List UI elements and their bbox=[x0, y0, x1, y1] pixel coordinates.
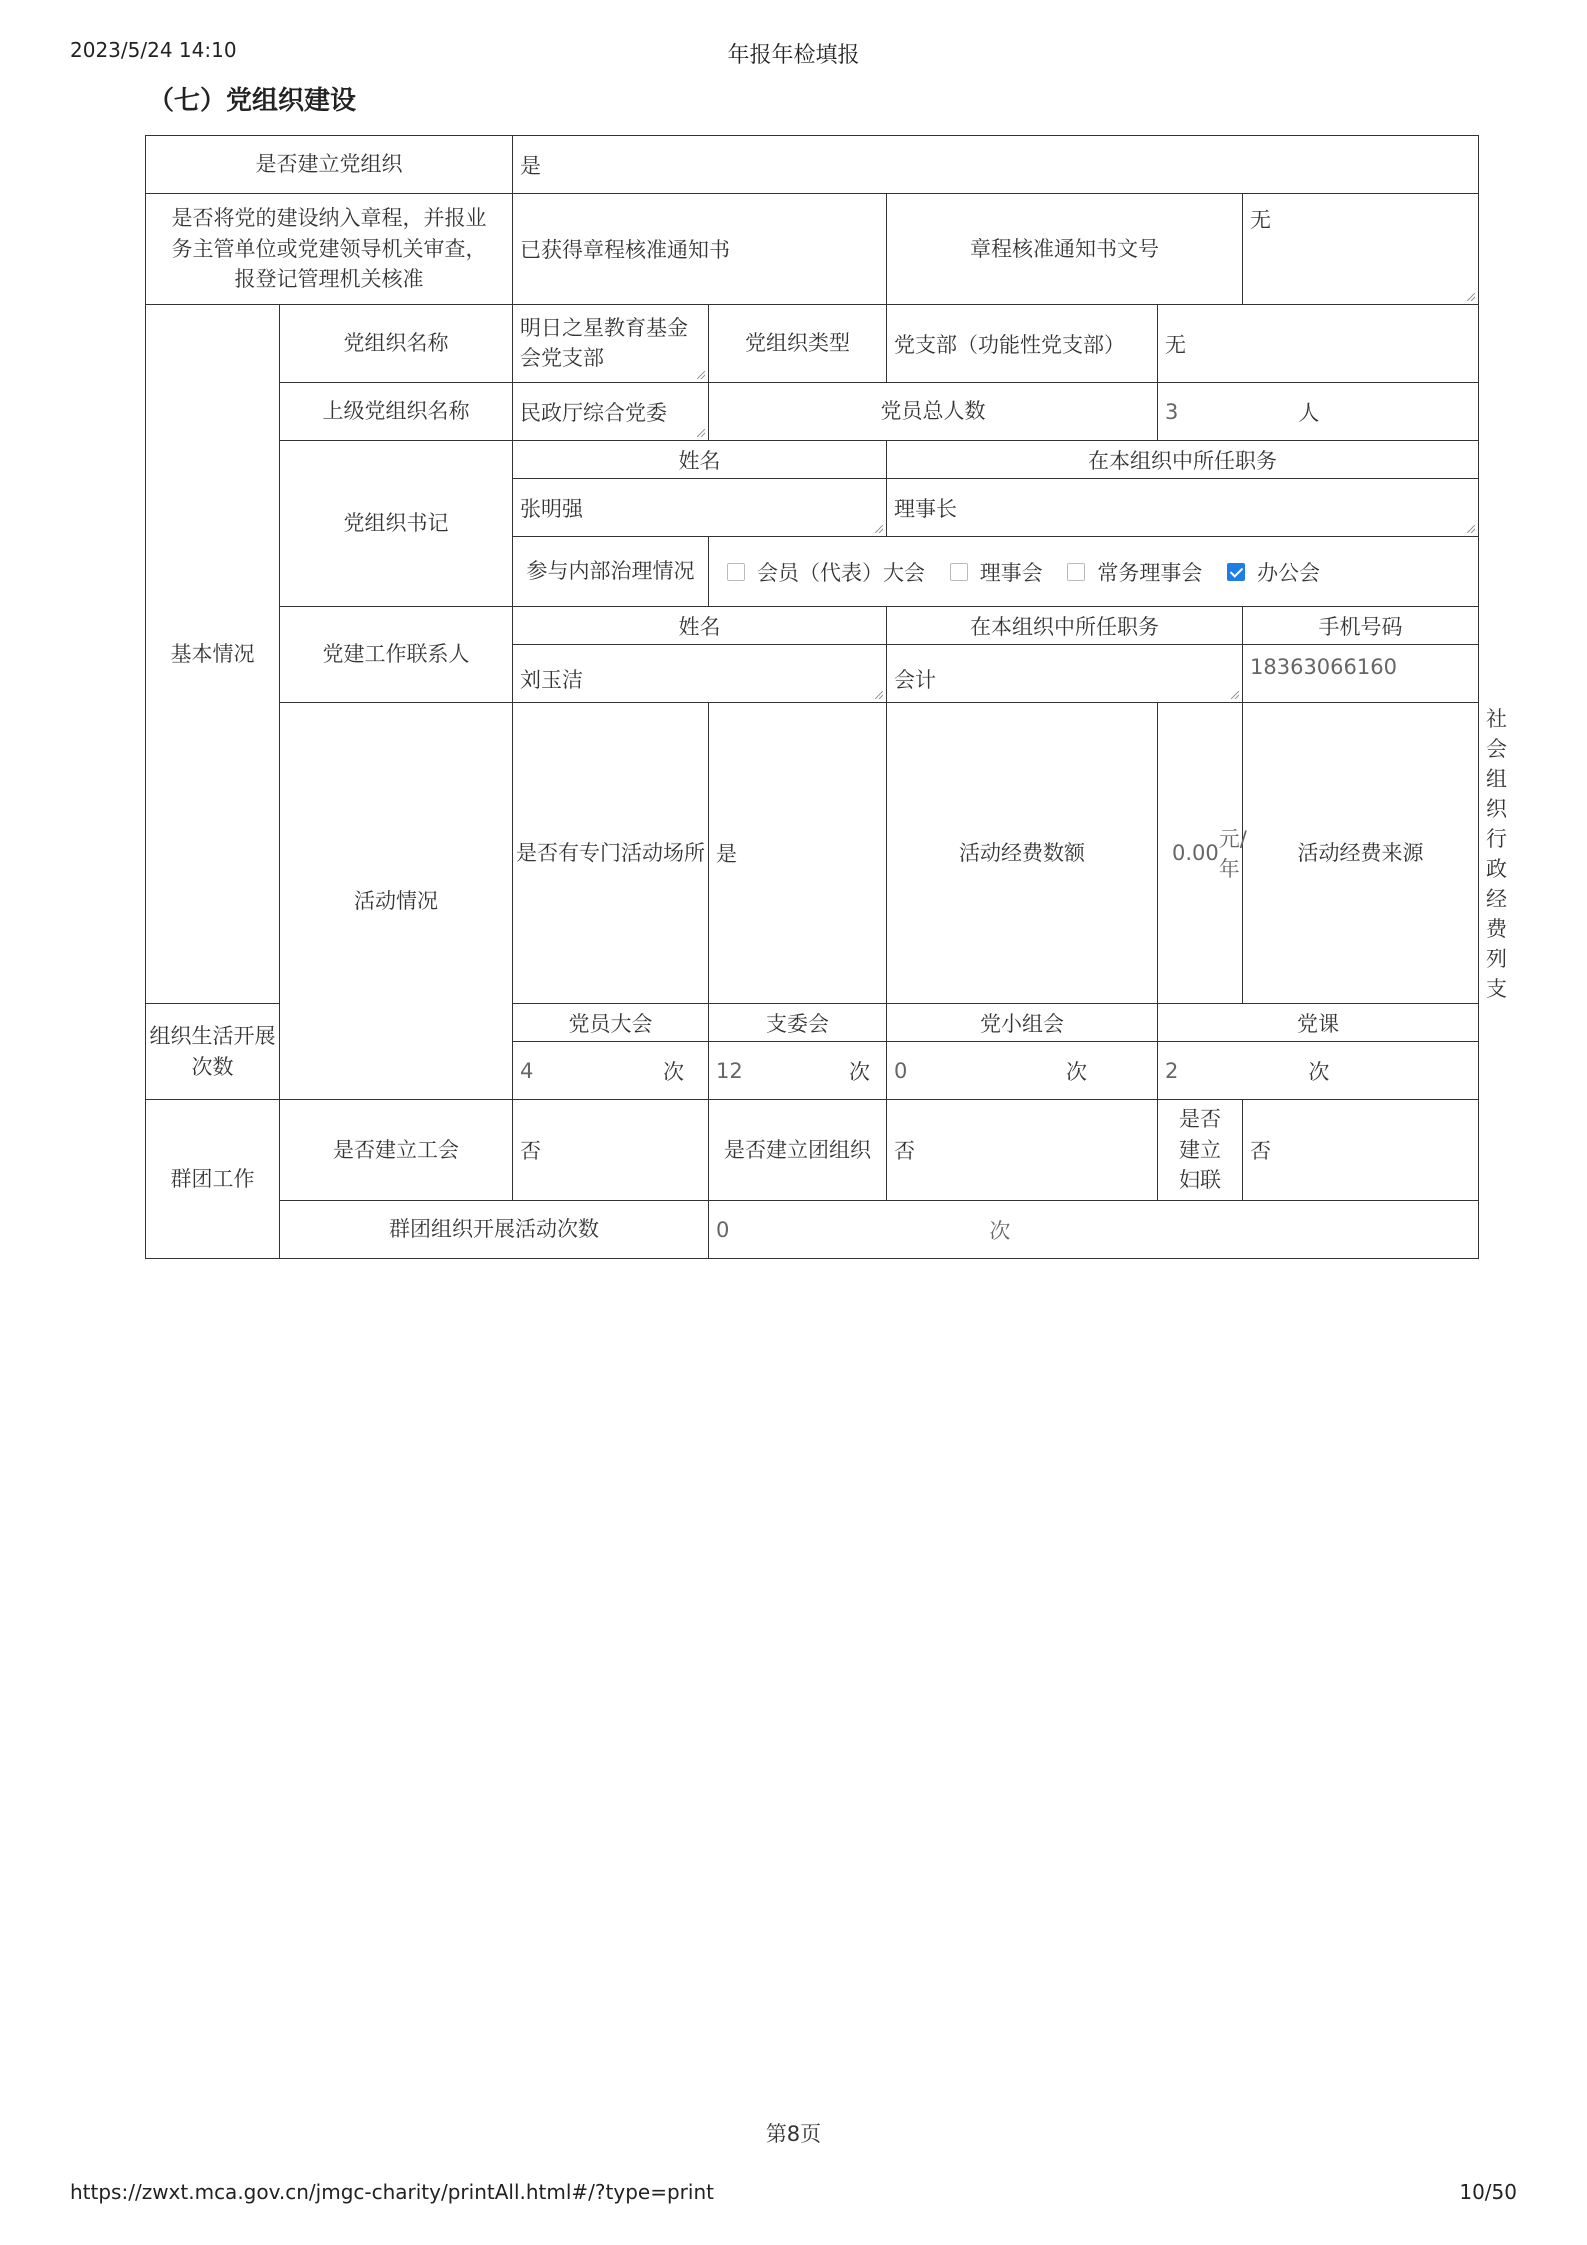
governance-option-label: 会员（代表）大会 bbox=[757, 560, 925, 585]
party-established-label: 是否建立党组织 bbox=[146, 136, 513, 194]
venue-value: 是 bbox=[709, 703, 887, 1004]
venue-label: 是否有专门活动场所 bbox=[513, 703, 709, 1004]
charter-label: 是否将党的建设纳入章程，并报业务主管单位或党建领导机关审查，报登记管理机关核准 bbox=[146, 194, 513, 305]
party-established-value: 是 bbox=[513, 136, 1479, 194]
page-header-title: 年报年检填报 bbox=[727, 43, 860, 68]
session-lecture-unit: 次 bbox=[1308, 1059, 1330, 1084]
mass-work-label: 群团工作 bbox=[146, 1100, 280, 1259]
party-building-form: 是否建立党组织 是 是否将党的建设纳入章程，并报业务主管单位或党建领导机关审查，报登记管理机关核准 已获得章程核准通知书 章程核准通知书文号 无 基本情况 党组织名称 明日之星教育基金会党支部 党组织类型 党支部（功能性党支部） 无 上级党组织名称 民政厅综合党委 党员总人数 3 人 党组织书记 姓名 在本组织中所任职务 张明强 理事长 参与内部治理情况 会员（代表）大会 理事会 常务理事会 办公会 党建工作联系人 姓名 在本组织中所任职务 手机号码 刘玉洁 会计 18363066160 活动情况 是否有专门活动场所 是 活动经费数额 0.00 元/年 活动经费来源 社会组织行政经费列支 组织生活开展次数 党员大会 支委会 党小组会 党课 4 次 12 次 0 次 2 次 群团工作 是否建立工会 否 是否建立团组织 否 是否建立妇联 否 群团组织开展活动次数 0 次 bbox=[145, 135, 1479, 1259]
governance-option-label: 理事会 bbox=[979, 560, 1043, 585]
governance-option-standing-board[interactable] bbox=[1067, 557, 1202, 587]
governance-option-member-congress[interactable] bbox=[727, 557, 925, 587]
governance-option-label: 办公会 bbox=[1257, 560, 1321, 585]
org-type-value: 党支部（功能性党支部） bbox=[887, 305, 1158, 383]
charter-value: 已获得章程核准通知书 bbox=[513, 194, 887, 305]
mass-events-cell bbox=[709, 1201, 1479, 1259]
session-header-congress: 党员大会 bbox=[513, 1004, 709, 1042]
org-name-value[interactable]: 明日之星教育基金会党支部 bbox=[513, 305, 709, 383]
governance-label: 参与内部治理情况 bbox=[513, 537, 709, 607]
governance-option-board[interactable] bbox=[950, 557, 1043, 587]
section-title: （七）党组织建设 bbox=[148, 86, 357, 116]
print-page-counter: 10/50 bbox=[1459, 2180, 1517, 2204]
members-total-unit: 人 bbox=[1298, 400, 1320, 425]
governance-option-label: 常务理事会 bbox=[1097, 560, 1203, 585]
governance-option-office-meeting[interactable] bbox=[1227, 557, 1320, 587]
session-group-cell bbox=[887, 1042, 1158, 1100]
print-url: https://zwxt.mca.gov.cn/jmgc-charity/printAll.html#/?type=print bbox=[70, 2180, 714, 2204]
secretary-position-header: 在本组织中所任职务 bbox=[887, 441, 1479, 479]
funding-source-label: 活动经费来源 bbox=[1243, 703, 1479, 1004]
women-value: 否 bbox=[1243, 1100, 1479, 1201]
women-label: 是否建立妇联 bbox=[1158, 1100, 1243, 1201]
session-lecture-value: 2 bbox=[1165, 1058, 1179, 1083]
youth-value: 否 bbox=[887, 1100, 1158, 1201]
union-value: 否 bbox=[513, 1100, 709, 1201]
contact-position-header: 在本组织中所任职务 bbox=[887, 607, 1243, 645]
contact-name-value[interactable]: 刘玉洁 bbox=[513, 645, 887, 703]
session-header-committee: 支委会 bbox=[709, 1004, 887, 1042]
funding-unit: 元/年 bbox=[1218, 827, 1247, 881]
mass-events-label: 群团组织开展活动次数 bbox=[280, 1201, 709, 1259]
contact-name-header: 姓名 bbox=[513, 607, 887, 645]
contact-label: 党建工作联系人 bbox=[280, 607, 513, 703]
session-header-group: 党小组会 bbox=[887, 1004, 1158, 1042]
charter-doc-no-value[interactable]: 无 bbox=[1243, 194, 1479, 305]
session-committee-value: 12 bbox=[716, 1058, 743, 1083]
contact-phone-header: 手机号码 bbox=[1243, 607, 1479, 645]
funding-value: 0.00 bbox=[1172, 841, 1219, 865]
secretary-position-value[interactable]: 理事长 bbox=[887, 479, 1479, 537]
parent-org-value[interactable]: 民政厅综合党委 bbox=[513, 383, 709, 441]
mass-events-unit: 次 bbox=[989, 1218, 1011, 1243]
mass-events-value: 0 bbox=[716, 1217, 730, 1242]
secretary-label: 党组织书记 bbox=[280, 441, 513, 607]
page-number: 第8页 bbox=[765, 2122, 822, 2146]
org-type-extra: 无 bbox=[1158, 305, 1479, 383]
funding-cell bbox=[1158, 703, 1247, 1004]
funding-label: 活动经费数额 bbox=[887, 703, 1158, 1004]
parent-org-label: 上级党组织名称 bbox=[280, 383, 513, 441]
youth-label: 是否建立团组织 bbox=[709, 1100, 887, 1201]
contact-phone-value[interactable]: 18363066160 bbox=[1243, 645, 1479, 703]
print-datetime: 2023/5/24 14:10 bbox=[70, 38, 237, 62]
checkbox-checked-icon[interactable] bbox=[1227, 563, 1245, 581]
session-group-unit: 次 bbox=[1066, 1059, 1087, 1084]
secretary-name-header: 姓名 bbox=[513, 441, 887, 479]
session-lecture-cell bbox=[1158, 1042, 1479, 1100]
members-total-label: 党员总人数 bbox=[709, 383, 1158, 441]
session-committee-unit: 次 bbox=[849, 1059, 870, 1084]
activity-label: 活动情况 bbox=[280, 703, 513, 1100]
governance-options bbox=[709, 537, 1479, 607]
basic-info-label: 基本情况 bbox=[146, 305, 280, 1004]
secretary-name-value[interactable]: 张明强 bbox=[513, 479, 887, 537]
session-group-value: 0 bbox=[894, 1058, 908, 1083]
union-label: 是否建立工会 bbox=[280, 1100, 513, 1201]
session-committee-cell bbox=[709, 1042, 887, 1100]
session-congress-value: 4 bbox=[520, 1058, 534, 1083]
org-type-label: 党组织类型 bbox=[709, 305, 887, 383]
session-header-lecture: 党课 bbox=[1158, 1004, 1479, 1042]
session-congress-cell bbox=[513, 1042, 709, 1100]
checkbox-unchecked-icon[interactable] bbox=[1067, 563, 1085, 581]
checkbox-unchecked-icon[interactable] bbox=[727, 563, 745, 581]
checkbox-unchecked-icon[interactable] bbox=[950, 563, 968, 581]
members-total-cell bbox=[1158, 383, 1479, 441]
org-name-label: 党组织名称 bbox=[280, 305, 513, 383]
sessions-label: 组织生活开展次数 bbox=[146, 1004, 280, 1100]
members-total-value: 3 bbox=[1165, 399, 1179, 424]
session-congress-unit: 次 bbox=[663, 1059, 684, 1084]
charter-doc-no-label: 章程核准通知书文号 bbox=[887, 194, 1243, 305]
contact-position-value[interactable]: 会计 bbox=[887, 645, 1243, 703]
